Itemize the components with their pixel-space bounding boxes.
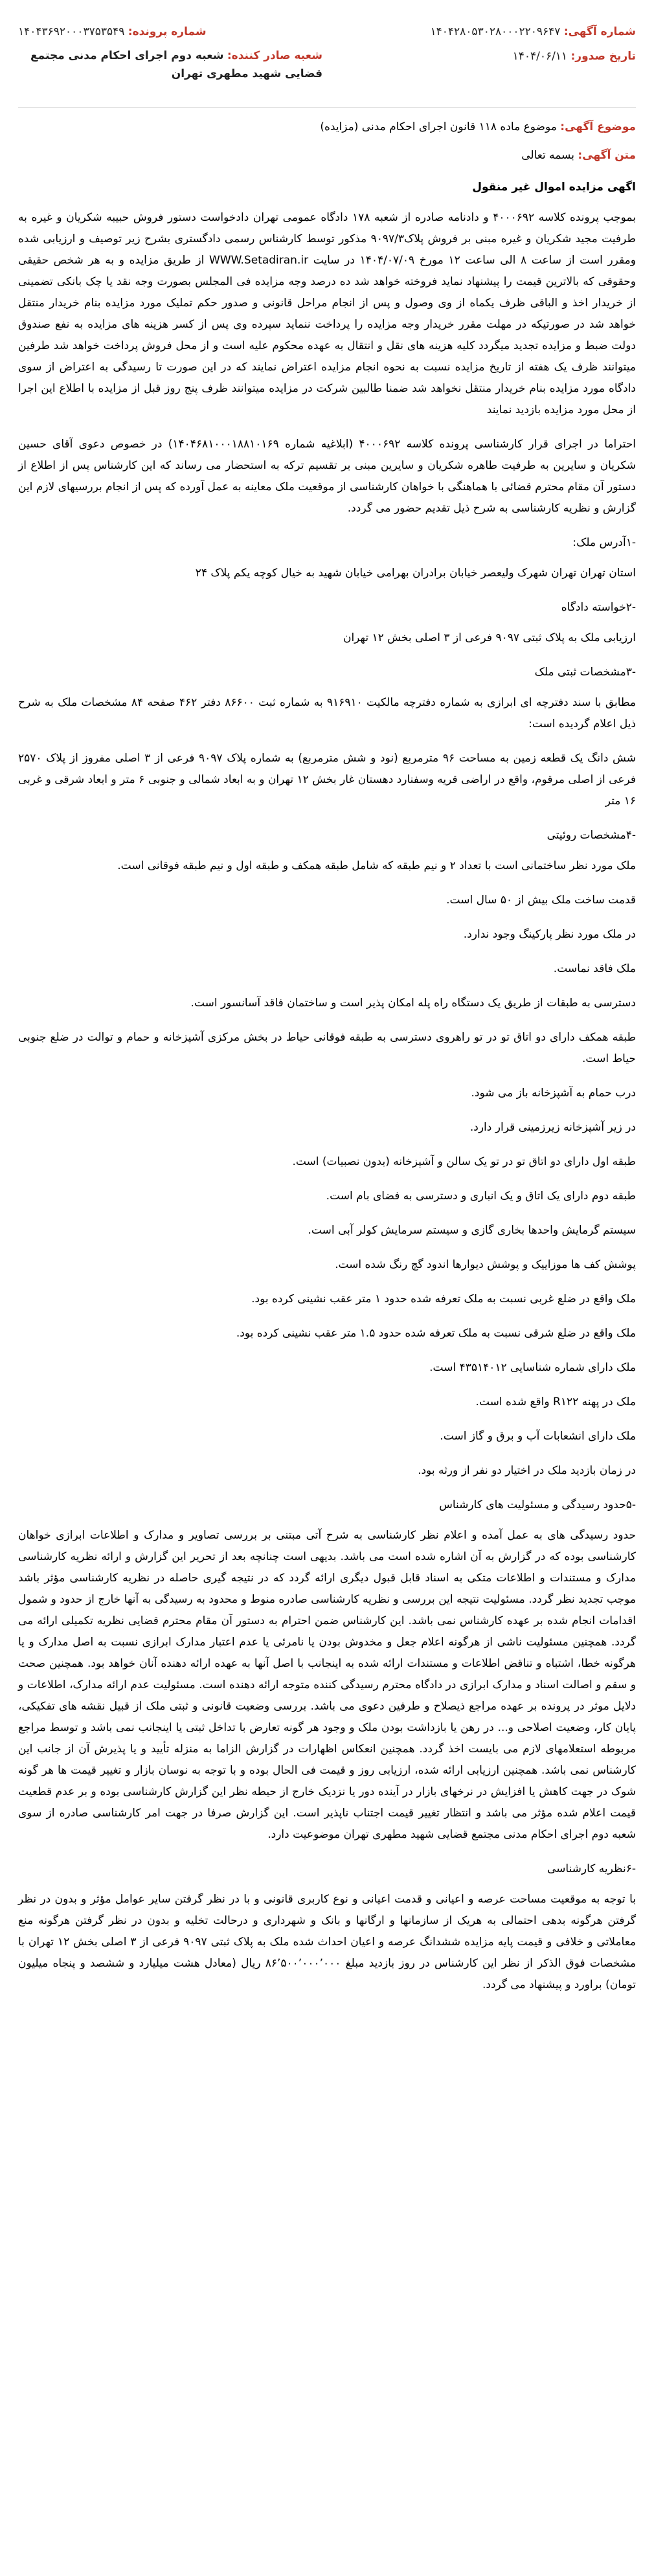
observation-ground-floor: طبقه همکف دارای دو اتاق تو در تو راهروی دسترسی به طبقه فوقانی حیاط در بخش مرکزی آشپزخانه و حمام و توالت در ضلع جنوبی حیاط است. bbox=[18, 1031, 636, 1065]
scope-paragraph: حدود رسیدگی های به عمل آمده و اعلام نظر کارشناسی به شرح آتی مبتنی بر بررسی تصاویر و مدارک و اطلاعات ابرازی خواهان کارشناسی بوده که در گزارش به آن اشاره شده است می باشد. بدیهی است چنانچه بعد از تحریر این گزارش و ارائه نظریه کارشناسی مدارک و مستندات و اطلاعات متکی به اسناد قابل قبول دیگری ارائه گردد که در نتیجه گیری حاصله در نظریه کارشناسی مؤثر باشد موجب تجدید نظر گردد. مسئولیت نتیجه این بررسی و نظریه کارشناسی صادره منوط و محدود به رسیدگی به آنها خارج از حدود و شمول اقدامات انجام شده بر عهده کارشناس نمی باشد. این کارشناس ضمن احترام به دستور آن مقام محترم قضایی نظریه تکمیلی ارائه می گردد. همچنین مسئولیت ناشی از هرگونه اعلام جعل و مخدوش بودن یا نامرئی یا عدم اعتبار مدارک ابرازی نسبت به اصل مدارک و یا هرگونه خطا، اشتباه و تناقض اطلاعات و مستندات ارائه شده به اینجانب با اصل آنها به عهده ارائه دهنده آنان خواهد بود. همچنین صحت و سقم و اصالت اسناد و مدارک ابرازی در دادگاه محترم رسیدگی کننده متوجه ارائه دهنده است. مسئولیت عدم ارائه مدارک، اطلاعات و دلایل موثر در پرونده بر عهده مراجع ذیصلاح و طرفین دعوی می باشد. بررسی وضعیت قانونی و ثبتی ملک از قبیل نقشه های تفکیکی، پایان کار، وضعیت اصلاحی و... در رهن یا بازداشت بودن ملک و وجود هر گونه تعارض با تداخل ثبتی یا اینجانب نمی باشد و توسط مراجع مربوطه استعلامهای لازم می بایست اخذ گردد. همچنین انعکاس اظهارات در گزارش الزاما به منزله تأیید و یا پذیرش آن از جانب این کارشناس نمی باشد. همچنین ارزیابی ارائه شده، ارزیابی روز و قیمت فی الحال بوده و با توجه به نوسان بازار و تغییر قیمت ها هر گونه شوک در جهت کاهش یا افزایش در نرخهای بازار در آینده دور یا نزدیک خارج از حیطه نظر این گزارش کارشناسی بوده و بر عدم قطعیت قیمت اعلام شده مؤثر می باشد و انتظار تغییر قیمت اجتناب ناپذیر است. این گزارش صرفا در جهت امر کارشناسی صادره از سوی شعبه دوم اجرای احکام مدنی مجتمع قضایی شهید مطهری تهران موضوعیت دارد. bbox=[18, 1529, 636, 1841]
observation-stairs: دسترسی به طبقات از طریق یک دستگاه راه پله امکان پذیر است و ساختمان فاقد آسانسور است. bbox=[190, 997, 636, 1010]
notice-header bbox=[18, 22, 636, 108]
observation-finishes: پوشش کف ها موزاییک و پوشش دیوارها اندود گچ رنگ شده است. bbox=[335, 1258, 636, 1271]
property-address: استان تهران تهران شهرک ولیعصر خیابان برادران بهرامی خیابان شهید به خیال کوچه یکم پلاک ۲۴ bbox=[195, 567, 636, 580]
issuing-branch bbox=[18, 47, 322, 83]
notice-body bbox=[18, 177, 636, 1996]
auction-terms-paragraph: بموجب پرونده کلاسه ۴۰۰۰۶۹۲ و دادنامه صادره از شعبه ۱۷۸ دادگاه عمومی تهران دادخواست دستور فروش حبیبه شکریان و غیره به طرفیت مجید شکریان و غیره مبنی بر فروش پلاک۹۰۹۷/۳ مذکور توسط کارشناس رسمی دادگستری بشرح زیر توصیف و ارزیابی شده ومقرر است از ساعت ۸ الی ساعت ۱۲ مورخ ۱۴۰۴/۰۷/۰۹ در سایت WWW.Setadiran.ir از طریق مزایده و به هر شخص حقیقی وحقوقی که بالاترین قیمت را پیشنهاد نماید فروخته خواهد شد ده درصد وجه مزایده فی المجلس بصورت وجه نقد یا چک بانکی تضمینی از خریدار اخذ و الباقی ظرف یکماه از وی وصول و پس از انجام مراحل قانونی و صدور حکم تملیک مورد مزایده بنام خریدار منتقل خواهد شد در صورتیکه در مهلت مقرر خریدار وجه مزایده را پرداخت ننماید سپرده وی پس از کسر هزینه های مزایده به نفع صندوق دولت ضبط و مزایده تجدید میگردد کلیه هزینه های نقل و انتقال به عهده محکوم علیه است و از محل فروش پرداخت خواهد شد طرفین میتوانند ظرف یک هفته از تاریخ مزایده نسبت به نحوه انجام مزایده اعتراض نمایند که در این صورت تا رسیدگی به اعتراض از سوی دادگاه مورد مزایده بنام خریدار منتقل نخواهد شد ضمنا طالبین شرکت در مزایده میتوانند ظرف پنج روز قبل از مزایده با اطلاع این اجرا از محل مورد مزایده بازدید نمایند bbox=[18, 211, 636, 416]
issuing-branch-label: شعبه صادر کننده: bbox=[227, 49, 322, 62]
issue-date bbox=[513, 47, 636, 66]
subject-label: موضوع آگهی: bbox=[560, 120, 636, 133]
observation-zone: ملک در پهنه R۱۲۲ واقع شده است. bbox=[475, 1395, 636, 1408]
section-opinion-heading: -۶نظریه کارشناسی bbox=[547, 1862, 636, 1875]
intro-value: بسمه تعالی bbox=[521, 149, 574, 162]
subject-value: موضوع ماده ۱۱۸ قانون اجرای احکام مدنی (مزایده) bbox=[320, 120, 557, 133]
observation-facade: ملک فاقد نماست. bbox=[553, 962, 636, 975]
observation-bath-door: درب حمام به آشپزخانه باز می شود. bbox=[471, 1087, 636, 1100]
issue-date-label: تاریخ صدور: bbox=[570, 50, 636, 63]
issuing-branch-value: شعبه دوم اجرای احکام مدنی مجتمع قضایی شهید مطهری تهران bbox=[30, 49, 322, 80]
issue-date-value: ۱۴۰۴/۰۶/۱۱ bbox=[512, 50, 568, 63]
observation-occupancy: در زمان بازدید ملک در اختیار دو نفر از ورثه بود. bbox=[418, 1464, 636, 1477]
notice-number-label: شماره آگهی: bbox=[563, 25, 636, 38]
court-request: ارزیابی ملک به پلاک ثبتی ۹۰۹۷ فرعی از ۳ اصلی بخش ۱۲ تهران bbox=[343, 631, 636, 644]
file-number-value: ۱۴۰۴۳۶۹۲۰۰۰۳۷۵۳۵۴۹ bbox=[18, 25, 125, 38]
file-number bbox=[18, 22, 207, 41]
observation-parking: در ملک مورد نظر پارکینگ وجود ندارد. bbox=[463, 928, 636, 941]
section-observation-heading: -۴مشخصات روئیتی bbox=[547, 829, 636, 842]
section-request-heading: -۲خواسته دادگاه bbox=[561, 601, 636, 614]
section-address-heading: -۱آدرس ملک: bbox=[572, 536, 636, 549]
expert-intro-paragraph: احتراما در اجرای قرار کارشناسی پرونده کلاسه ۴۰۰۰۶۹۲ (ابلاغیه شماره ۱۴۰۴۶۸۱۰۰۰۱۸۸۱۰۱۶۹) در خصوص دعوی آقای حسین شکریان و سایرین به طرفیت طاهره شکریان و سایرین مبنی بر تقسیم ترکه به استحضار می رساند که این کارشناس پس از اطلاع از دستور آن مقام محترم قضائی با هماهنگی با خواهان کارشناسی از موقعیت ملک معاینه به عمل آورده که پس از انجام بررسیهای لازم این گزارش و نظریه کارشناسی به شرح ذیل تقدیم حضور می گردد. bbox=[18, 438, 637, 515]
observation-heating: سیستم گرمایش واحدها بخاری گازی و سیستم سرمایش کولر آبی است. bbox=[308, 1224, 636, 1237]
observation-age: قدمت ساخت ملک بیش از ۵۰ سال است. bbox=[446, 894, 636, 907]
intro-label: متن آگهی: bbox=[578, 149, 636, 162]
observation-id-number: ملک دارای شماره شناسایی ۴۳۵۱۴۰۱۲ است. bbox=[429, 1361, 636, 1374]
notice-subject bbox=[18, 117, 636, 137]
land-description: شش دانگ یک قطعه زمین به مساحت ۹۶ مترمربع (نود و شش مترمربع) به شماره پلاک ۹۰۹۷ فرعی از ۳ اصلی مفروز از پلاک ۲۵۷۰ فرعی از اصلی مرقوم، واقع در اراضی قریه وسفنارد دهستان غار بخش ۱۲ تهران و به ابعاد شمالی و جنوبی ۶ متر و ابعاد شرقی و غربی ۱۶ متر bbox=[18, 752, 636, 808]
expert-opinion-paragraph: با توجه به موقعیت مساحت عرصه و اعیانی و قدمت اعیانی و نوع کاربری قانونی و با در نظر گرفتن سایر عوامل مؤثر و بدون در نظر گرفتن هرگونه بدهی احتمالی به هریک از سازمانها و ارگانها و بانک و شهرداری و درحالت تخلیه و بدون در نظر گرفتن هرگونه منع معاملاتی و خلافی و قیمت پایه مزایده ششدانگ عرصه و اعیان احداث شده ملک به پلاک ثبتی ۹۰۹۷ فرعی از ۳ اصلی بخش ۱۲ تهران با مشخصات فوق الذکر از نظر این کارشناس در روز بازدید مبلغ ۸۶٬۵۰۰٬۰۰۰٬۰۰۰ ریال (معادل هشت میلیارد و ششصد و پنجاه میلیون تومان) براورد و پیشنهاد می گردد. bbox=[18, 1893, 637, 1991]
section-scope-heading: -۵حدود رسیدگی و مسئولیت های کارشناس bbox=[439, 1498, 636, 1511]
observation-first-floor: طبقه اول دارای دو اتاق تو در تو یک سالن و آشپزخانه (بدون نصبیات) است. bbox=[292, 1155, 636, 1168]
observation-floors: ملک مورد نظر ساختمانی است با تعداد ۲ و نیم طبقه که شامل طبقه همکف و طبقه اول و نیم طبقه فوقانی است. bbox=[117, 859, 636, 872]
auction-title: اگهی مزایده اموال غیر منقول bbox=[472, 181, 636, 194]
observation-east-setback: ملک واقع در ضلع شرقی نسبت به ملک تعرفه شده حدود ۱.۵ متر عقب نشینی کرده بود. bbox=[236, 1327, 636, 1340]
notice-number-value: ۱۴۰۴۲۸۰۵۳۰۲۸۰۰۰۲۲۰۹۶۴۷ bbox=[430, 25, 561, 38]
file-number-label: شماره پرونده: bbox=[128, 25, 207, 38]
section-registration-heading: -۳مشخصات ثبتی ملک bbox=[534, 666, 636, 679]
observation-west-setback: ملک واقع در ضلع غربی نسبت به ملک تعرفه شده حدود ۱ متر عقب نشینی کرده بود. bbox=[251, 1293, 636, 1305]
observation-basement: در زیر آشپزخانه زیرزمینی قرار دارد. bbox=[469, 1121, 636, 1134]
registration-deed: مطابق با سند دفترچه ای ابرازی به شماره دفترچه مالکیت ۹۱۶۹۱۰ به شماره ثبت ۸۶۶۰۰ دفتر ۴۶۲ صفحه ۸۴ مشخصات ملک به شرح ذیل اعلام گردیده است: bbox=[18, 696, 636, 730]
observation-second-floor: طبقه دوم دارای یک اتاق و یک انباری و دسترسی به فضای بام است. bbox=[326, 1190, 636, 1203]
notice-number bbox=[431, 22, 636, 41]
notice-intro bbox=[18, 146, 636, 165]
observation-utilities: ملک دارای انشعابات آب و برق و گاز است. bbox=[440, 1430, 636, 1443]
